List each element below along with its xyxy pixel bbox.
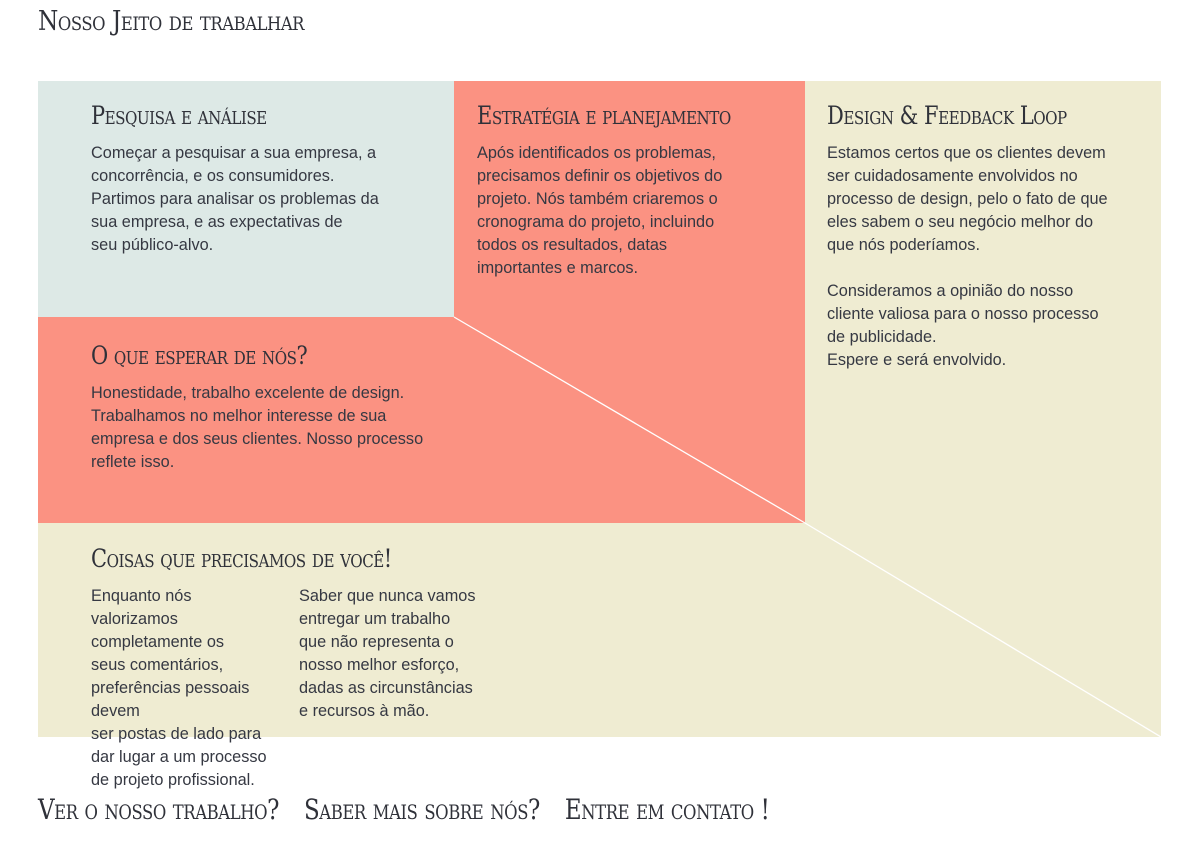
section-esperar-title: O que esperar de nós?: [91, 341, 308, 370]
diagonal-line-upper: [454, 317, 805, 523]
section-estrategia: [477, 101, 767, 280]
section-pesquisa: [91, 101, 421, 257]
footer-nav: [38, 793, 788, 826]
section-pesquisa-title: Pesquisa e análise: [91, 101, 267, 130]
page-title: Nosso Jeito de trabalhar: [38, 6, 305, 37]
section-esperar: [91, 341, 471, 474]
section-coisas: [91, 544, 481, 792]
link-contact[interactable]: Entre em contato !: [564, 793, 770, 826]
process-board: [38, 81, 1161, 789]
diagonal-line-lower: [805, 523, 1161, 737]
section-coisas-text-left: Enquanto nós valorizamos completamente os seus comentários, preferências pessoais devem ser postas de lado para dar lugar a um processo de projeto profissional.: [91, 587, 267, 789]
section-estrategia-text: Após identificados os problemas, precisamos definir os objetivos do projeto. Nós também criaremos o cronograma do projeto, incluindo todos os resultados, datas importantes e marcos.: [477, 144, 723, 277]
link-our-work[interactable]: Ver o nosso trabalho?: [38, 793, 280, 826]
section-coisas-text-right: Saber que nunca vamos entregar um trabalho que não representa o nosso melhor esforço, dadas as circunstâncias e recursos à mão.: [299, 587, 476, 720]
section-estrategia-title: Estratégia e planejamento: [477, 101, 731, 130]
section-design-title: Design & Feedback Loop: [827, 101, 1067, 130]
section-design: [827, 101, 1147, 372]
section-pesquisa-text: Começar a pesquisar a sua empresa, a concorrência, e os consumidores. Partimos para analisar os problemas da sua empresa, e as expectativas de seu público-alvo.: [91, 144, 379, 254]
section-design-text: Estamos certos que os clientes devem ser cuidadosamente envolvidos no processo de design, pelo o fato de que eles sabem o seu negócio melhor do que nós poderíamos. Consideramos a opinião do nosso cliente valiosa para o nosso processo de publicidade. Espere e será envolvido.: [827, 144, 1108, 369]
section-coisas-title: Coisas que precisamos de você!: [91, 544, 392, 573]
section-esperar-text: Honestidade, trabalho excelente de design. Trabalhamos no melhor interesse de sua empresa e dos seus clientes. Nosso processo reflete isso.: [91, 384, 424, 471]
link-about-us[interactable]: Saber mais sobre nós?: [303, 793, 540, 826]
